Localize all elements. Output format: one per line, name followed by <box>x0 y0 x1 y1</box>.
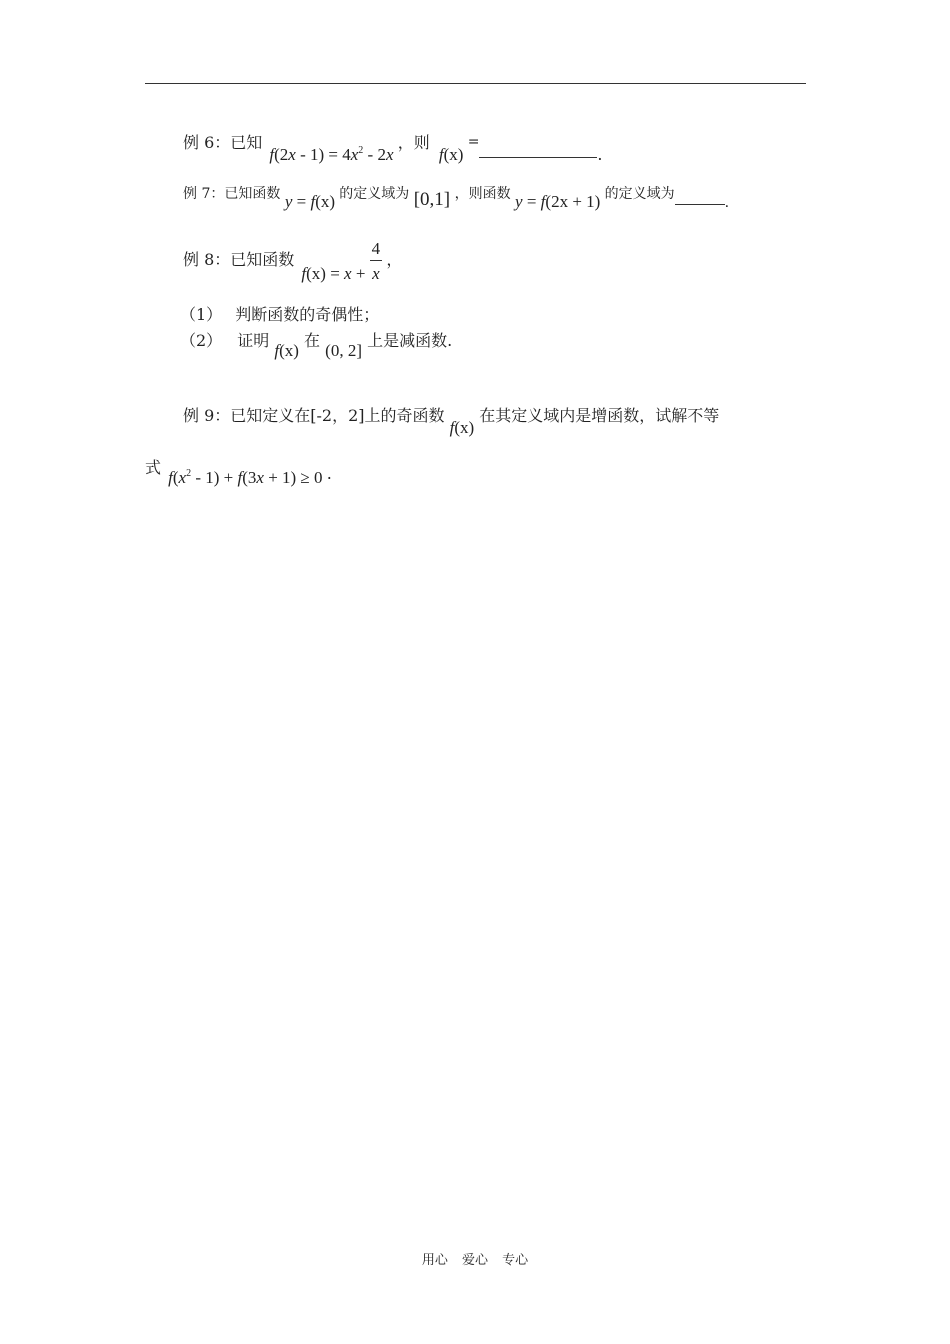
example-9-fx: f(x) <box>449 418 475 437</box>
example-6-period: . <box>597 145 603 164</box>
example-9-inequality: $f(x^2 - 1) + f(3x + 1) \ge 0$ <box>168 468 323 487</box>
example-8-comma: ， <box>386 249 403 269</box>
item-2-number: （2） <box>180 331 223 350</box>
item-1-text: 判断函数的奇偶性； <box>235 305 380 324</box>
example-8-item-1 <box>180 302 379 325</box>
item-2-text-1: 证明 <box>237 331 270 350</box>
item-2-in: 在 <box>304 331 321 350</box>
example-7-label: 例 7：已知函数 <box>183 186 281 202</box>
example-6-label: 例 6：已知 <box>183 133 263 152</box>
fraction-4-over-x: $\frac{4}{x}$ <box>371 239 381 283</box>
answer-blank-6 <box>479 157 597 158</box>
item-1-number: （1） <box>180 305 223 324</box>
header-rule <box>145 83 806 84</box>
page-footer: 用心 爱心 专心 <box>421 1253 529 1268</box>
example-8-label: 例 8：已知函数 <box>183 249 295 269</box>
example-8 <box>183 240 402 282</box>
example-7-domain-text: 的定义域为 <box>339 186 410 202</box>
example-7 <box>183 182 730 211</box>
example-9-text-3: 式 <box>145 458 162 477</box>
example-7-func: y = f(x) <box>284 192 336 211</box>
example-9-text-2: 在其定义域内是增函数，试解不等 <box>479 406 720 425</box>
example-7-domain-text-2: 的定义域为 <box>604 186 675 202</box>
item-2-text-2: 上是减函数. <box>367 331 453 350</box>
example-6-equation: $f(2x - 1) = 4x^2 - 2x$ <box>269 145 394 164</box>
answer-blank-7 <box>675 204 725 205</box>
example-9 <box>183 403 720 437</box>
example-7-then: ，则函数 <box>454 186 511 202</box>
example-7-period: . <box>724 195 730 211</box>
example-9-label: 例 9：已知定义在[-2，2]上的奇函数 <box>183 406 445 425</box>
item-2-interval: (0, 2] <box>325 341 362 360</box>
example-7-func2: y = f(2x + 1) <box>515 192 601 211</box>
example-6-fx: f(x) <box>438 145 464 164</box>
example-6-eqsign: = <box>467 134 480 150</box>
example-9-line-2 <box>145 455 332 487</box>
example-8-item-2 <box>180 328 453 360</box>
example-6 <box>183 130 603 164</box>
example-8-equation: f(x) = x + $\frac{4}{x}$ <box>301 239 381 283</box>
item-2-fx: f(x) <box>274 341 299 360</box>
example-7-interval: [0,1] <box>413 189 451 210</box>
example-9-period: . <box>326 464 332 483</box>
example-6-then: ，则 <box>397 133 430 152</box>
